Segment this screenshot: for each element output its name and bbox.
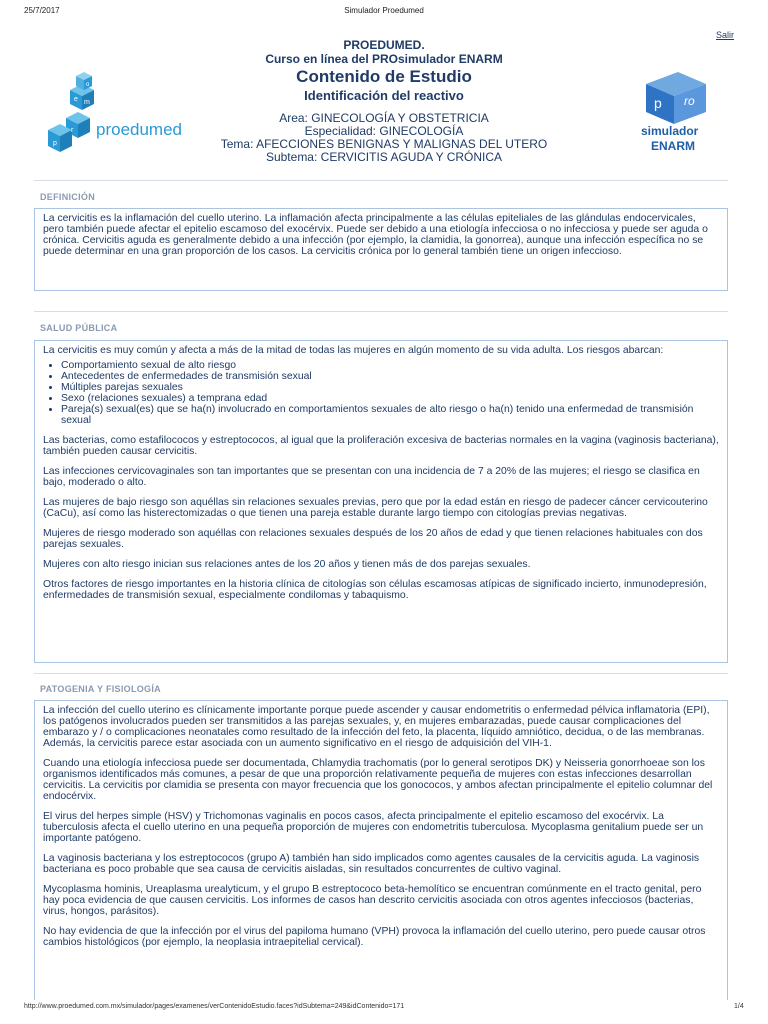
paragraph: Mycoplasma hominis, Ureaplasma urealyticum, y el grupo B estreptococo beta-hemolítico se encuentran comúnmente en el tracto genital, pero hay poca evidencia de que causen cervicitis. Los informes de casos han descrito cervicitis asociada con otros agentes infecciosos (bacterias, virus, hongos, parásitos). (43, 884, 702, 917)
cube-letter: e (74, 96, 78, 103)
section-label-patogenia: PATOGENIA Y FISIOLOGÍA (40, 684, 161, 694)
subtopic-line: Subtema: CERVICITIS AGUDA Y CRÓNICA (265, 150, 503, 164)
cube-letter: p (654, 95, 662, 111)
print-title: Simulador Proedumed (344, 6, 424, 15)
paragraph: La infección del cuello uterino es clínicamente importante porque puede ascender y causar endometritis o enfermedad pélvica inflamatoria (EPI), los patógenos involucrados pueden ser transmitidos a las parejas sexuales, y, en mujeres embarazadas, puede causar complicaciones del embarazo y / o complicaciones neonatales como resultado de la infección del feto, la placenta, líquido amniótico, decidua, o de las membranas. Además, la cervicitis parece estar asociada con un aumento significativo en el riesgo de adquisición del VIH-1. (43, 705, 710, 749)
section-box-patogenia (34, 700, 728, 1000)
divider (34, 311, 728, 312)
simulador-text: simulador (641, 124, 699, 138)
org-name: PROEDUMED. (343, 38, 425, 52)
section-label-definicion: DEFINICIÓN (40, 192, 96, 202)
course-name: Curso en línea del PROsimulador ENARM (265, 52, 503, 66)
divider (34, 180, 728, 181)
cube-letter: m (84, 99, 90, 106)
paragraph: Cuando una etiología infecciosa puede ser documentada, Chlamydia trachomatis (por lo general serotipos DK) y Neisseria gonorrhoeae son los organismos identificados más comunes, a pesar de que una proporción relativamente pequeña de mujeres con estas infecciones desarrollan cervicitis. La cervicitis por clamidia se presenta con mayor frecuencia que los gonococos, y ambos afectan principalmente el epitelio columnar del endocérvix. (43, 758, 713, 802)
paragraph: Mujeres con alto riesgo inician sus relaciones antes de los 20 años y tienen más de dos parejas sexuales. (43, 559, 531, 570)
list-item: • Pareja(s) sexual(es) que se ha(n) involucrado en comportamientos sexuales de alto riesgo o ha(n) tenido una enfermedad de transmisión sexual (61, 404, 719, 426)
list-item: • Comportamiento sexual de alto riesgo (61, 360, 719, 371)
section-box-salud-publica (34, 340, 728, 663)
risk-list (43, 360, 719, 426)
paragraph: La cervicitis es muy común y afecta a más de la mitad de todas las mujeres en algún momento de su vida adulta. Los riesgos abarcan: (43, 345, 664, 356)
paragraph: Mujeres de riesgo moderado son aquéllas con relaciones sexuales después de los 20 años de edad y que tienen relaciones habituales con dos parejas sexuales. (43, 528, 703, 550)
page-title: Contenido de Estudio (296, 67, 472, 86)
paragraph: Las bacterias, como estafilococos y estreptococos, al igual que la proliferación excesiva de bacterias normales en la vagina (vaginosis bacteriana), también pueden causar cervicitis. (43, 435, 719, 457)
paragraph: La vaginosis bacteriana y los estreptococos (grupo A) también han sido implicados como agentes causales de la cervicitis aguda. La vaginosis bacteriana es poco probable que sea causa de cervicitis aisladas, sin resultados concurrentes de cultivo vaginal. (43, 853, 700, 875)
paragraph: Las mujeres de bajo riesgo son aquéllas sin relaciones sexuales previas, pero que por la edad están en riesgo de padecer cáncer cervicouterino (CaCu), así como las histerectomizadas o que tienen una pareja estable durante largo tiempo con citologías previas negativas. (43, 497, 708, 519)
page-number: 1/4 (734, 1003, 744, 1010)
list-item: • Sexo (relaciones sexuales) a temprana edad (61, 393, 719, 404)
divider (34, 673, 728, 674)
paragraph: Otros factores de riesgo importantes en la historia clínica de citologías son células escamosas atípicas de significado incierto, inmunodepresión, enfermedades de transmisión sexual, especialmente condilomas y tabaquismo. (43, 579, 707, 601)
exit-link[interactable]: Salir (716, 30, 735, 40)
enarm-text: ENARM (651, 139, 695, 153)
page-header (0, 38, 768, 164)
topic-line: Tema: AFECCIONES BENIGNAS Y MALIGNAS DEL UTERO (220, 137, 548, 151)
paragraph: No hay evidencia de que la infección por el virus del papiloma humano (VPH) provoca la inflamación del cuello uterino, pero puede causar otros cambios histológicos (por ejemplo, la neoplasia intraepitelial cervical). (43, 926, 706, 948)
section-label-salud-publica: SALUD PÚBLICA (40, 323, 118, 333)
page-subtitle: Identificación del reactivo (304, 88, 464, 103)
area-line: Area: GINECOLOGÍA Y OBSTETRICIA (279, 111, 489, 125)
paragraph: El virus del herpes simple (HSV) y Trichomonas vaginalis en pocos casos, afecta principalmente el epitelio escamoso del exocérvix. La tuberculosis afecta el cuello uterino en una pequeña proporción de mujeres con endometritis tuberculosa. Mycoplasma genitalium puede ser un importante patógeno. (43, 811, 704, 844)
list-item: • Antecedentes de enfermedades de transmisión sexual (61, 371, 719, 382)
print-header (0, 6, 768, 18)
cube-letter: p (53, 140, 57, 147)
paragraph: La cervicitis es la inflamación del cuello uterino. La inflamación afecta principalmente a las células epiteliales de las glándulas endocervicales, pero también puede afectar el epitelio escamoso del exocérvix. Puede ser debido a una etiología infecciosa o no infecciosa y puede ser aguda o crónica. Cervicitis aguda es generalmente debido a una infección (por ejemplo, la clamidia, la gonorrea), aunque una infección específica no se puede determinar en una gran proporción de los casos. La cervicitis crónica por lo general también tiene un origen infeccioso. (43, 213, 708, 257)
list-item: • Múltiples parejas sexuales (61, 382, 719, 393)
cube-letter: ro (684, 94, 695, 108)
print-url: http://www.proedumed.com.mx/simulador/pages/examenes/verContenidoEstudio.faces?idSubtema=249&idContenido=171 (24, 1003, 405, 1010)
proedumed-brand-text: proedumed (96, 120, 183, 139)
cube-letter: o (86, 82, 90, 88)
cube-letter: r (71, 127, 74, 134)
print-date: 25/7/2017 (24, 6, 60, 15)
section-box-definicion (34, 208, 728, 291)
specialty-line: Especialidad: GINECOLOGÍA (304, 124, 464, 138)
paragraph: Las infecciones cervicovaginales son tan importantes que se presentan con una incidencia de 7 a 20% de las mujeres; el riesgo se clasifica en bajo, moderado o alto. (43, 466, 700, 488)
